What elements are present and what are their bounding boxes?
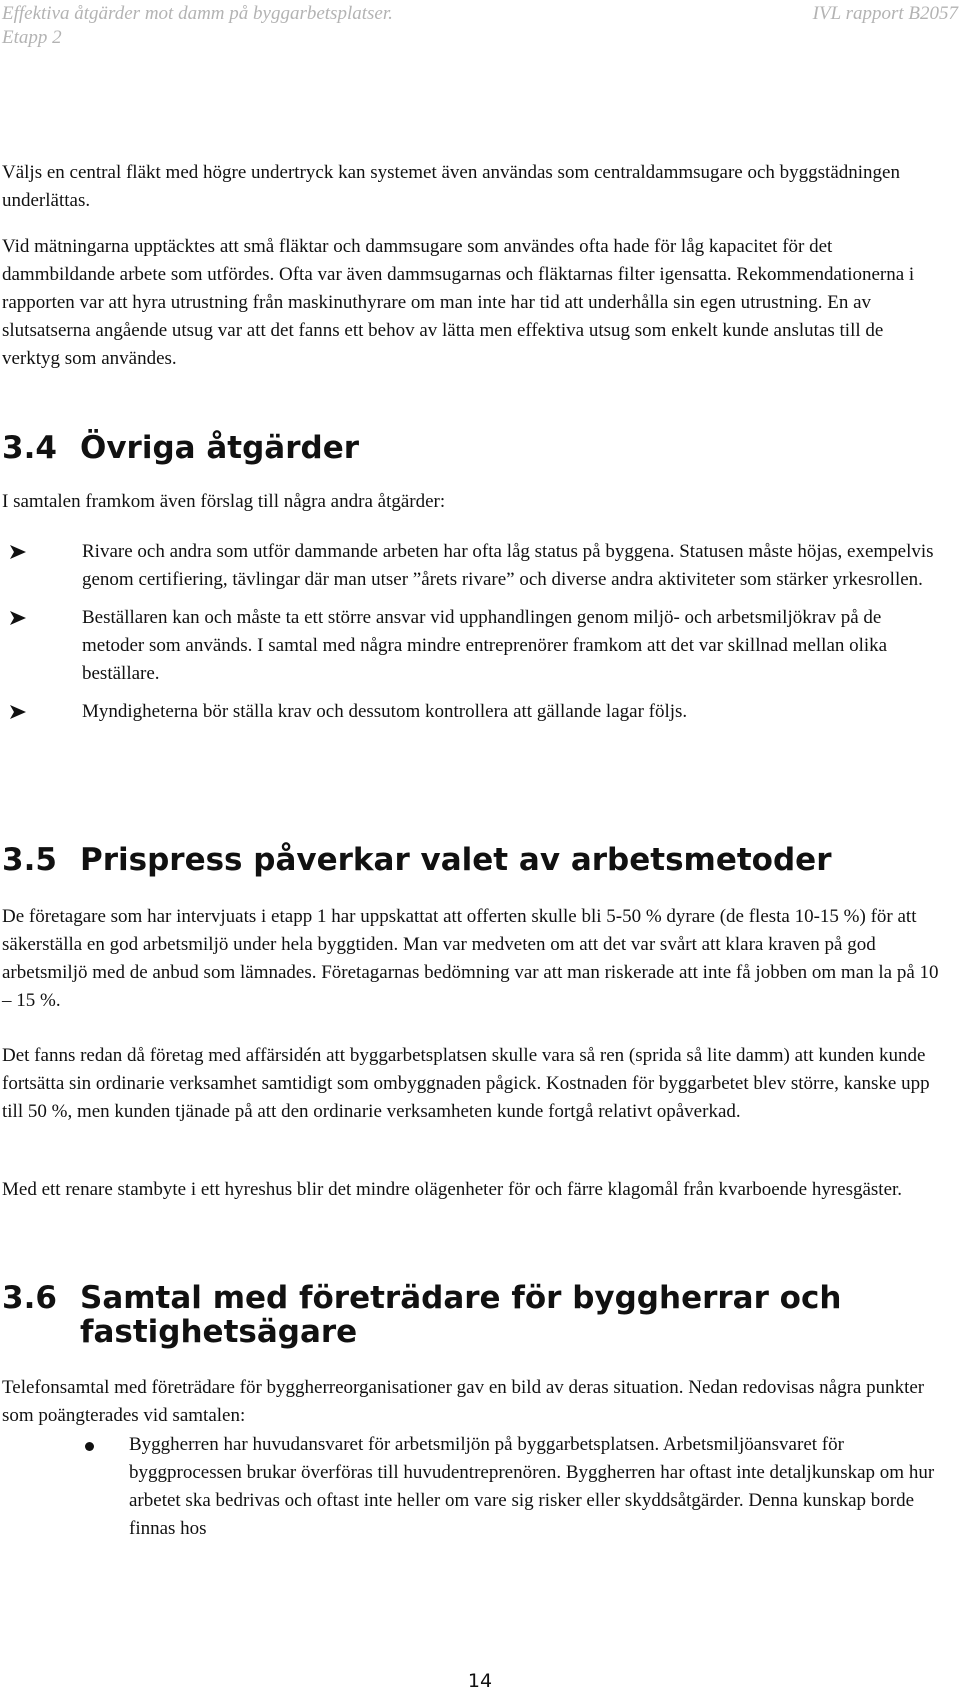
paragraph-text: Med ett renare stambyte i ett hyreshus blir det mindre olägenheter för och färre klagomål från kvarboende hyresgäster. (2, 1179, 903, 1200)
section-title-line-1: Samtal med företrädare för byggherrar och (80, 1280, 842, 1316)
list-item (2, 538, 942, 594)
list-item-text: Byggherren har huvudansvaret för arbetsmiljön på byggarbetsplatsen. Arbetsmiljöansvaret för byggprocessen brukar överföras till huvudentreprenören. Byggherren har oftast inte detaljkunskap om hur arbetet ska bedrivas och oftast inte heller om vare sig risker eller skyddsåtgärder. Denna kunskap borde finnas hos (129, 1434, 935, 1539)
arrowhead-bullet-icon (8, 698, 28, 726)
section-number: 3.4 (2, 430, 57, 466)
running-header-right: IVL rapport B2057 (812, 3, 958, 24)
section-heading-3-4 (2, 431, 942, 465)
paragraph-text: Det fanns redan då företag med affärsidén att byggarbetsplatsen skulle vara så ren (sprida så lite damm) att kunden kunde fortsätta sin ordinarie verksamhet samtidigt som ombyggnaden pågick. Kostnaden för byggarbetet blev större, kanske upp till 50 %, men kunden tjänade på att den ordinarie verksamheten kunde fortgå relativt opåverkad. (2, 1045, 930, 1122)
paragraph-text: I samtalen framkom även förslag till några andra åtgärder: (2, 491, 446, 512)
arrowhead-bullet-icon (8, 538, 28, 566)
intro-paragraph-2 (2, 233, 942, 373)
header-subtitle: Etapp 2 (2, 27, 62, 48)
section-title: Prispress påverkar valet av arbetsmetoder (80, 842, 832, 878)
running-header-left (2, 2, 393, 50)
paragraph-text: Telefonsamtal med företrädare för byggherreorganisationer gav en bild av deras situation. Nedan redovisas några punkter som poängterades vid samtalen: (2, 1377, 925, 1426)
section-title: Övriga åtgärder (80, 430, 360, 466)
section-3-4-intro (2, 488, 942, 516)
intro-paragraph-1 (2, 159, 942, 215)
list-item-text: Myndigheterna bör ställa krav och dessutom kontrollera att gällande lagar följs. (82, 701, 688, 722)
section-3-6-intro (2, 1374, 942, 1430)
section-3-5-paragraph-3 (2, 1176, 942, 1204)
paragraph-text: De företagare som har intervjuats i etapp 1 har uppskattat att offerten skulle bli 5-50 % dyrare (de flesta 10-15 %) för att säkerställa en god arbetsmiljö under hela byggtiden. Man var medveten om att det var svårt att klara kraven på god arbetsmiljö med de anbud som lämnades. Företagarnas bedömning var att man riskerade att inte få jobben om man la på 10 – 15 %. (2, 906, 939, 1011)
page-number: 14 (467, 1670, 493, 1692)
section-heading-3-6 (2, 1281, 942, 1349)
section-title-line-2: fastighetsägare (80, 1314, 358, 1350)
section-number: 3.5 (2, 842, 57, 878)
list-item (2, 604, 942, 688)
bullet-dot-icon (85, 1442, 94, 1451)
header-title: Effektiva åtgärder mot damm på byggarbetsplatser. (2, 3, 393, 24)
list-item-text: Beställaren kan och måste ta ett större ansvar vid upphandlingen genom miljö- och arbetsmiljökrav på de metoder som används. I samtal med några mindre entreprenörer framkom att det var skillnad mellan olika beställare. (82, 607, 888, 684)
section-heading-3-5 (2, 843, 942, 877)
section-3-5-paragraph-1 (2, 903, 942, 1015)
section-3-5-paragraph-2 (2, 1042, 942, 1126)
arrow-list (2, 538, 942, 726)
arrowhead-bullet-icon (8, 604, 28, 632)
section-number: 3.6 (2, 1280, 57, 1316)
list-item (2, 698, 942, 726)
paragraph-text: Vid mätningarna upptäcktes att små fläktar och dammsugare som användes ofta hade för låg kapacitet för det dammbildande arbete som utfördes. Ofta var även dammsugarnas och fläktarnas filter igensatta. Rekommendationerna i rapporten var att hyra utrustning från maskinuthyrare om man inte har tid att underhålla sin egen utrustning. En av slutsatserna angående utsug var att det fanns ett behov av lätta men effektiva utsug som enkelt kunde anslutas till de verktyg som användes. (2, 236, 915, 369)
list-item-text: Rivare och andra som utför dammande arbeten har ofta låg status på byggena. Statusen måste höjas, exempelvis genom certifiering, tävlingar där man utser ”årets rivare” och diverse andra aktiviteter som stärker yrkesrollen. (82, 541, 934, 590)
paragraph-text: Väljs en central fläkt med högre undertryck kan systemet även användas som centraldammsugare och byggstädningen underlättas. (2, 162, 900, 211)
bullet-list (2, 1431, 942, 1543)
list-item (2, 1431, 942, 1543)
